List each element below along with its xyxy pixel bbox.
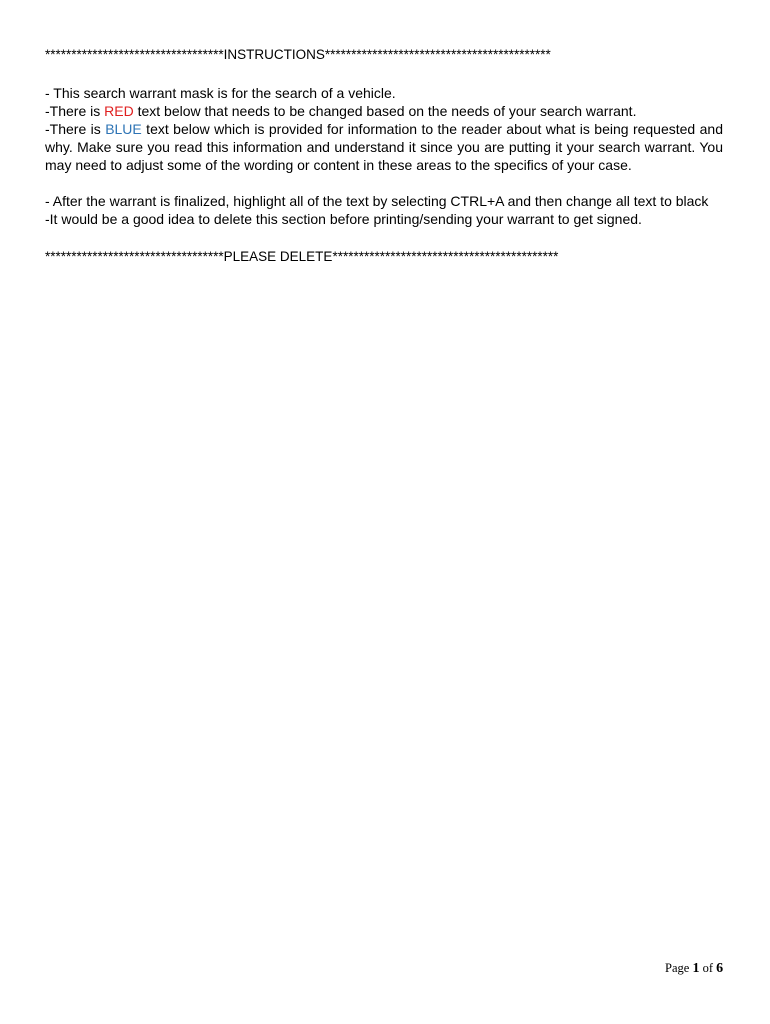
please-delete-heading: PLEASE DELETE (223, 249, 333, 264)
red-line-prefix: -There is (45, 103, 105, 119)
page-number (665, 961, 723, 977)
instructions-heading: INSTRUCTIONS (223, 47, 325, 62)
banner-stars-left: ********************************** (45, 47, 224, 62)
banner-stars-right: ******************************************* (324, 47, 551, 62)
red-line-suffix: text below that needs to be changed based on the needs of your search warrant. (133, 103, 637, 119)
spacer (45, 228, 723, 248)
blue-line-suffix: text below which is provided for information to the reader about what is being requested and why. Make sure you read this information and understand it since you are putting it your search warrant. You may need to adjust some of the wording or content in these areas to the specifics of your case. (45, 121, 723, 173)
of-label: of (699, 961, 717, 975)
instruction-line-vehicle: - This search warrant mask is for the search of a vehicle. (45, 85, 396, 101)
total-pages-number: 6 (716, 961, 724, 976)
current-page-number: 1 (692, 961, 700, 976)
spacer (45, 64, 723, 84)
instruction-line-red (45, 102, 723, 120)
blue-line-prefix: -There is (45, 121, 106, 137)
instructions-section (45, 46, 723, 266)
instruction-line-blue (45, 120, 723, 174)
spacer (45, 174, 723, 192)
page-label: Page (665, 961, 693, 975)
instruction-line-delete: -It would be a good idea to delete this section before printing/sending your warrant to get signed. (45, 211, 642, 227)
red-keyword: RED (104, 103, 134, 119)
blue-keyword: BLUE (105, 121, 142, 137)
banner-stars-left: ********************************** (45, 249, 224, 264)
instruction-line-finalize: - After the warrant is finalized, highlight all of the text by selecting CTRL+A and then change all text to black (45, 193, 709, 209)
instructions-banner (45, 46, 723, 64)
please-delete-banner (45, 248, 723, 266)
banner-stars-right: ******************************************* (332, 249, 559, 264)
